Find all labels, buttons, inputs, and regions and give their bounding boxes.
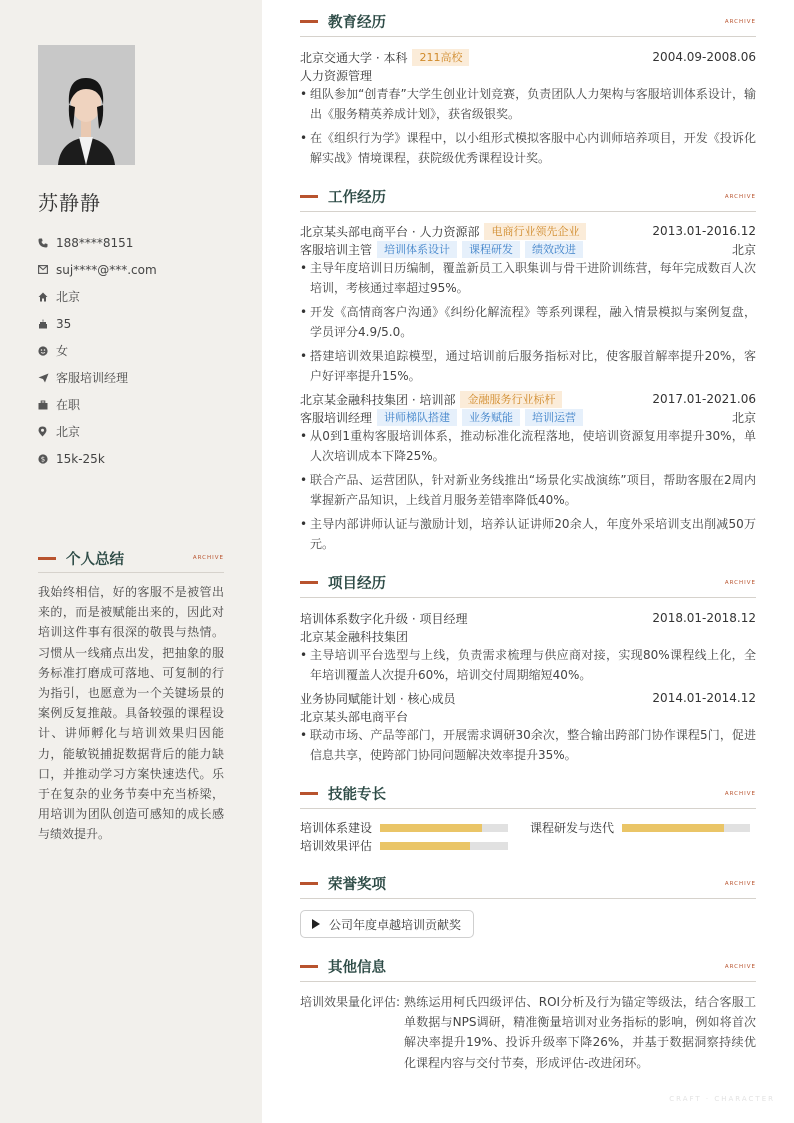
skill-tag: 培训体系设计 [377, 241, 457, 258]
contact-phone-value: 188****8151 [56, 235, 134, 250]
skill-bar-fill [380, 842, 470, 850]
contact-age [38, 310, 157, 337]
contact-email [38, 256, 157, 283]
archive-tag: ARCHIVE [724, 880, 756, 887]
section-accent-bar [300, 581, 318, 584]
skill-item [530, 819, 750, 836]
cake-icon [38, 319, 56, 329]
project-name: 业务协同赋能计划 · 核心成员 [300, 691, 456, 706]
project-org-row [300, 627, 756, 645]
education-major: 人力资源管理 [300, 68, 373, 83]
archive-tag: ARCHIVE [724, 790, 756, 797]
work-section-header [300, 182, 756, 212]
play-triangle-icon [312, 919, 320, 929]
education-entry-header [300, 48, 756, 66]
section-accent-bar [300, 20, 318, 23]
education-section-header [300, 7, 756, 37]
list-item: • 从0到1重构客服培训体系，推动标准化流程落地，使培训资源复用率提升30%，单人次培训成本下降25%。 [300, 426, 756, 466]
list-item: • 主导培训平台选型与上线，负责需求梳理与供应商对接，实现80%课程线上化，全年培训覆盖人次提升60%，培训交付周期缩短40%。 [300, 645, 756, 685]
skill-tag: 课程研发 [462, 241, 520, 258]
job-header [300, 222, 756, 240]
award-label: 公司年度卓越培训贡献奖 [329, 917, 462, 932]
skill-bar-track [622, 824, 750, 832]
project-bullets [300, 725, 756, 769]
skill-bar-fill [622, 824, 724, 832]
contact-list [38, 229, 157, 472]
contact-gender-value: 女 [56, 344, 69, 358]
summary-section-header [38, 544, 224, 573]
contact-salary-value: 15k-25k [56, 451, 105, 466]
briefcase-icon [38, 400, 56, 410]
education-period: 2004.09-2008.06 [652, 50, 756, 64]
honors-section-header [300, 869, 756, 899]
contact-city [38, 418, 157, 445]
award-toggle[interactable] [300, 910, 474, 938]
contact-email-value: suj****@***.com [56, 262, 157, 277]
project-org-row [300, 707, 756, 725]
project-period: 2014.01-2014.12 [652, 691, 756, 705]
other-info-label: 培训效果量化评估: [300, 995, 401, 1009]
education-major-row [300, 66, 756, 84]
honors-title: 荣誉奖项 [328, 877, 386, 893]
location-pin-icon [38, 426, 56, 437]
skill-name: 课程研发与迭代 [530, 821, 615, 835]
job-company: 北京某金融科技集团 · 培训部 [300, 392, 456, 407]
list-item: • 联合产品、运营团队，针对新业务线推出“场景化实战演练”项目，帮助客服在2周内掌握新产品知识，上线首月服务差错率降低40%。 [300, 470, 756, 510]
company-badge: 电商行业领先企业 [484, 223, 586, 240]
archive-tag: ARCHIVE [724, 963, 756, 970]
archive-tag: ARCHIVE [724, 579, 756, 586]
job-role: 客服培训经理 [300, 410, 373, 425]
skill-tag: 绩效改进 [525, 241, 583, 258]
list-item: • 开发《高情商客户沟通》《纠纷化解流程》等系列课程，融入情景模拟与案例复盘，学员评分4.9/5.0。 [300, 302, 756, 342]
job-header [300, 390, 756, 408]
job-role: 客服培训主管 [300, 242, 373, 257]
phone-icon [38, 238, 56, 248]
section-accent-bar [300, 882, 318, 885]
skill-bar-track [380, 824, 508, 832]
job-bullets [300, 426, 756, 558]
project-org: 北京某金融科技集团 [300, 629, 409, 644]
skill-tag: 讲师梯队搭建 [377, 409, 457, 426]
contact-phone [38, 229, 157, 256]
project-header [300, 609, 756, 627]
job-period: 2013.01-2016.12 [652, 224, 756, 238]
project-bullets [300, 645, 756, 689]
contact-city-value: 北京 [56, 425, 81, 439]
project-org: 北京某头部电商平台 [300, 709, 409, 724]
project-header [300, 689, 756, 707]
section-accent-bar [300, 965, 318, 968]
other-info-text: 熟练运用柯氏四级评估、ROI分析及行为锚定等级法，结合客服工单数据与NPS调研，精准衡量培训对业务指标的影响，例如将首次解决率提升19%、投诉升级率下降26%，并基于数据洞察持续优化课程内容与交付节奏，形成评估-改进闭环。 [404, 995, 756, 1070]
send-icon [38, 373, 56, 383]
job-bullets [300, 258, 756, 390]
other-info [300, 992, 756, 1073]
contact-home-value: 北京 [56, 290, 81, 304]
contact-status [38, 391, 157, 418]
list-item: • 联动市场、产品等部门，开展需求调研30余次，整合输出跨部门协作课程5门，促进信息共享，使跨部门协同问题解决效率提升35%。 [300, 725, 756, 765]
job-role-row [300, 408, 756, 426]
gender-icon [38, 346, 56, 356]
contact-position [38, 364, 157, 391]
other-title: 其他信息 [328, 960, 386, 976]
svg-text:$: $ [40, 455, 46, 464]
list-item: • 在《组织行为学》课程中，以小组形式模拟客服中心内训师培养项目，开发《投诉化解实战》情境课程，获院级优秀课程设计奖。 [300, 128, 756, 168]
projects-title: 项目经历 [328, 576, 386, 592]
school-badge: 211高校 [412, 49, 469, 66]
salary-icon [38, 454, 56, 464]
skill-tag: 业务赋能 [462, 409, 520, 426]
skill-item [300, 819, 508, 836]
contact-age-value: 35 [56, 316, 72, 331]
skill-name: 培训效果评估 [300, 839, 373, 853]
education-bullets [300, 84, 756, 172]
section-accent-bar [300, 792, 318, 795]
contact-gender [38, 337, 157, 364]
contact-salary [38, 445, 157, 472]
job-city: 北京 [731, 242, 756, 257]
profile-photo [38, 45, 135, 165]
project-name: 培训体系数字化升级 · 项目经理 [300, 611, 468, 626]
job-period: 2017.01-2021.06 [652, 392, 756, 406]
company-badge: 金融服务行业标杆 [460, 391, 562, 408]
contact-home [38, 283, 157, 310]
archive-tag: ARCHIVE [724, 193, 756, 200]
summary-text: 我始终相信，好的客服不是被管出来的，而是被赋能出来的，因此对培训这件事有很深的敬畏与热情。习惯从一线痛点出发，把抽象的服务标准打磨成可落地、可复制的行为指引，也愿意为一个关键场景的案例反复推敲。具备较强的课程设计、讲师孵化与培训效果归因能力，能敏锐捕捉数据背后的能力缺口，并推动学习方案快速迭代。乐于在复杂的业务节奏中充当桥梁，用培训为团队创造可感知的成长感与绩效提升。 [38, 585, 224, 842]
list-item: • 组队参加“创青春”大学生创业计划竞赛，负责团队人力架构与客服培训体系设计，输出《服务精英养成计划》，获省级银奖。 [300, 84, 756, 124]
list-item: • 主导内部讲师认证与激励计划，培养认证讲师20余人，年度外采培训支出削减50万元。 [300, 514, 756, 554]
skills-title: 技能专长 [328, 787, 386, 803]
other-section-header [300, 952, 756, 982]
job-city: 北京 [731, 410, 756, 425]
work-title: 工作经历 [328, 190, 386, 206]
projects-section-header [300, 568, 756, 598]
person-name: 苏静静 [38, 191, 101, 215]
archive-tag: ARCHIVE [724, 18, 756, 25]
home-icon [38, 292, 56, 302]
skill-tag: 培训运营 [525, 409, 583, 426]
section-accent-bar [38, 557, 56, 560]
skill-item [300, 837, 508, 854]
list-item: • 主导年度培训日历编制，覆盖新员工入职集训与骨干进阶训练营，每年完成数百人次培训，考核通过率超过95%。 [300, 258, 756, 298]
contact-position-value: 客服培训经理 [56, 371, 129, 385]
skill-name: 培训体系建设 [300, 821, 373, 835]
skill-bar-fill [380, 824, 482, 832]
school-name: 北京交通大学 · 本科 [300, 50, 408, 65]
contact-status-value: 在职 [56, 398, 81, 412]
list-item: • 搭建培训效果追踪模型，通过培训前后服务指标对比，使客服首解率提升20%，客户好评率提升15%。 [300, 346, 756, 386]
education-title: 教育经历 [328, 15, 386, 31]
job-company: 北京某头部电商平台 · 人力资源部 [300, 224, 480, 239]
skills-section-header [300, 779, 756, 809]
watermark: CRAFT · CHARACTER [669, 1095, 775, 1103]
project-period: 2018.01-2018.12 [652, 611, 756, 625]
skill-bar-track [380, 842, 508, 850]
mail-icon [38, 265, 56, 274]
archive-tag: ARCHIVE [192, 555, 224, 561]
job-role-row [300, 240, 756, 258]
section-accent-bar [300, 195, 318, 198]
summary-title: 个人总结 [66, 551, 124, 568]
